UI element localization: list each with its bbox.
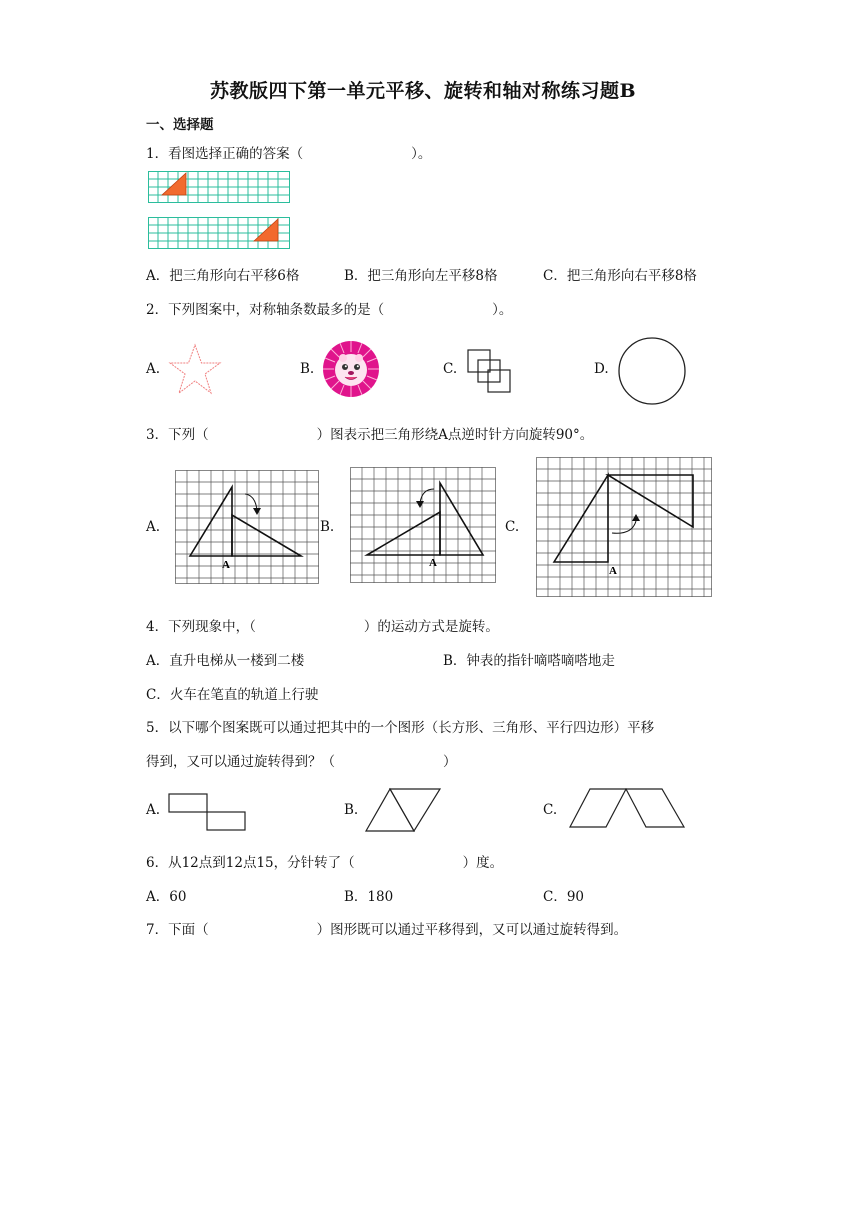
q5-stem-post: ）	[443, 754, 457, 770]
q3-b-point-label: A	[429, 557, 437, 569]
circle-icon	[617, 336, 687, 406]
q3-stem-pre: 3．下列（	[146, 427, 209, 443]
parallelogram-pair-icon	[568, 787, 686, 829]
q1-stem-post: ）。	[411, 146, 432, 162]
q7-stem	[146, 918, 627, 938]
q6-stem-post: ）度。	[462, 855, 504, 871]
lion-face-icon	[322, 340, 380, 398]
q3-label-b[interactable]: B.	[320, 519, 335, 535]
q1-triangle-before	[162, 173, 186, 195]
q3-stem-post: ）图表示把三角形绕A点逆时针方向旋转90°。	[316, 427, 594, 443]
q3-a-point-label: A	[222, 559, 230, 571]
q1-option-b[interactable]: B．把三角形向左平移8格	[344, 268, 498, 284]
q3-label-c[interactable]: C.	[505, 519, 520, 535]
q6-stem	[146, 851, 503, 871]
q4-stem-pre: 4．下列现象中，（	[146, 619, 256, 635]
q4-option-a[interactable]: A．直升电梯从一楼到二楼	[146, 653, 305, 669]
q4-option-c[interactable]: C．火车在笔直的轨道上行驶	[146, 687, 319, 703]
q7-stem-pre: 7．下面（	[146, 922, 209, 938]
star-icon	[166, 343, 224, 397]
q6-option-a[interactable]: A．60	[146, 889, 187, 905]
q4-stem-post: ）的运动方式是旋转。	[363, 619, 499, 635]
q2-label-b[interactable]: B.	[300, 361, 315, 377]
q6-option-c[interactable]: C．90	[543, 889, 585, 905]
q3-figure-c	[536, 457, 712, 597]
q2-label-a[interactable]: A.	[146, 361, 161, 377]
q1-stem-pre: 1．看图选择正确的答案（	[146, 146, 304, 162]
two-rectangles-icon	[168, 793, 248, 833]
q4-stem	[146, 615, 499, 635]
q2-stem-post: ）。	[492, 302, 513, 318]
q3-c-point-label: A	[609, 565, 617, 577]
q1-option-c[interactable]: C．把三角形向右平移8格	[543, 268, 697, 284]
q4-option-b[interactable]: B．钟表的指针嘀嗒嘀嗒地走	[443, 653, 615, 669]
q2-label-d[interactable]: D.	[594, 361, 609, 377]
q5-stem-line2	[146, 750, 457, 770]
page-title: 苏教版四下第一单元平移、旋转和轴对称练习题B	[210, 80, 637, 102]
q5-label-c[interactable]: C.	[543, 802, 558, 818]
q3-figure-b	[350, 467, 496, 583]
q7-stem-post: ）图形既可以通过平移得到，又可以通过旋转得到。	[316, 922, 628, 938]
section-heading: 一、选择题	[146, 117, 214, 133]
q3-label-a[interactable]: A.	[146, 519, 161, 535]
q2-stem-pre: 2．下列图案中，对称轴条数最多的是（	[146, 302, 385, 318]
q5-label-b[interactable]: B.	[344, 802, 359, 818]
q3-figure-a	[175, 470, 319, 584]
q5-stem-pre: 得到，又可以通过旋转得到？（	[146, 754, 335, 770]
q5-label-a[interactable]: A.	[146, 802, 161, 818]
q2-stem	[146, 298, 512, 318]
q2-label-c[interactable]: C.	[443, 361, 458, 377]
q1-grid-after	[148, 217, 290, 249]
q3-stem	[146, 423, 593, 443]
q5-stem-line1: 5．以下哪个图案既可以通过把其中的一个图形（长方形、三角形、平行四边形）平移	[146, 720, 655, 736]
q1-grid-before	[148, 171, 290, 203]
q6-stem-pre: 6．从12点到12点15，分针转了（	[146, 855, 355, 871]
triangle-pair-icon	[364, 787, 442, 833]
overlapping-squares-icon	[465, 347, 513, 395]
q1-stem	[146, 142, 431, 162]
q6-option-b[interactable]: B．180	[344, 889, 394, 905]
q1-option-a[interactable]: A．把三角形向右平移6格	[146, 268, 300, 284]
